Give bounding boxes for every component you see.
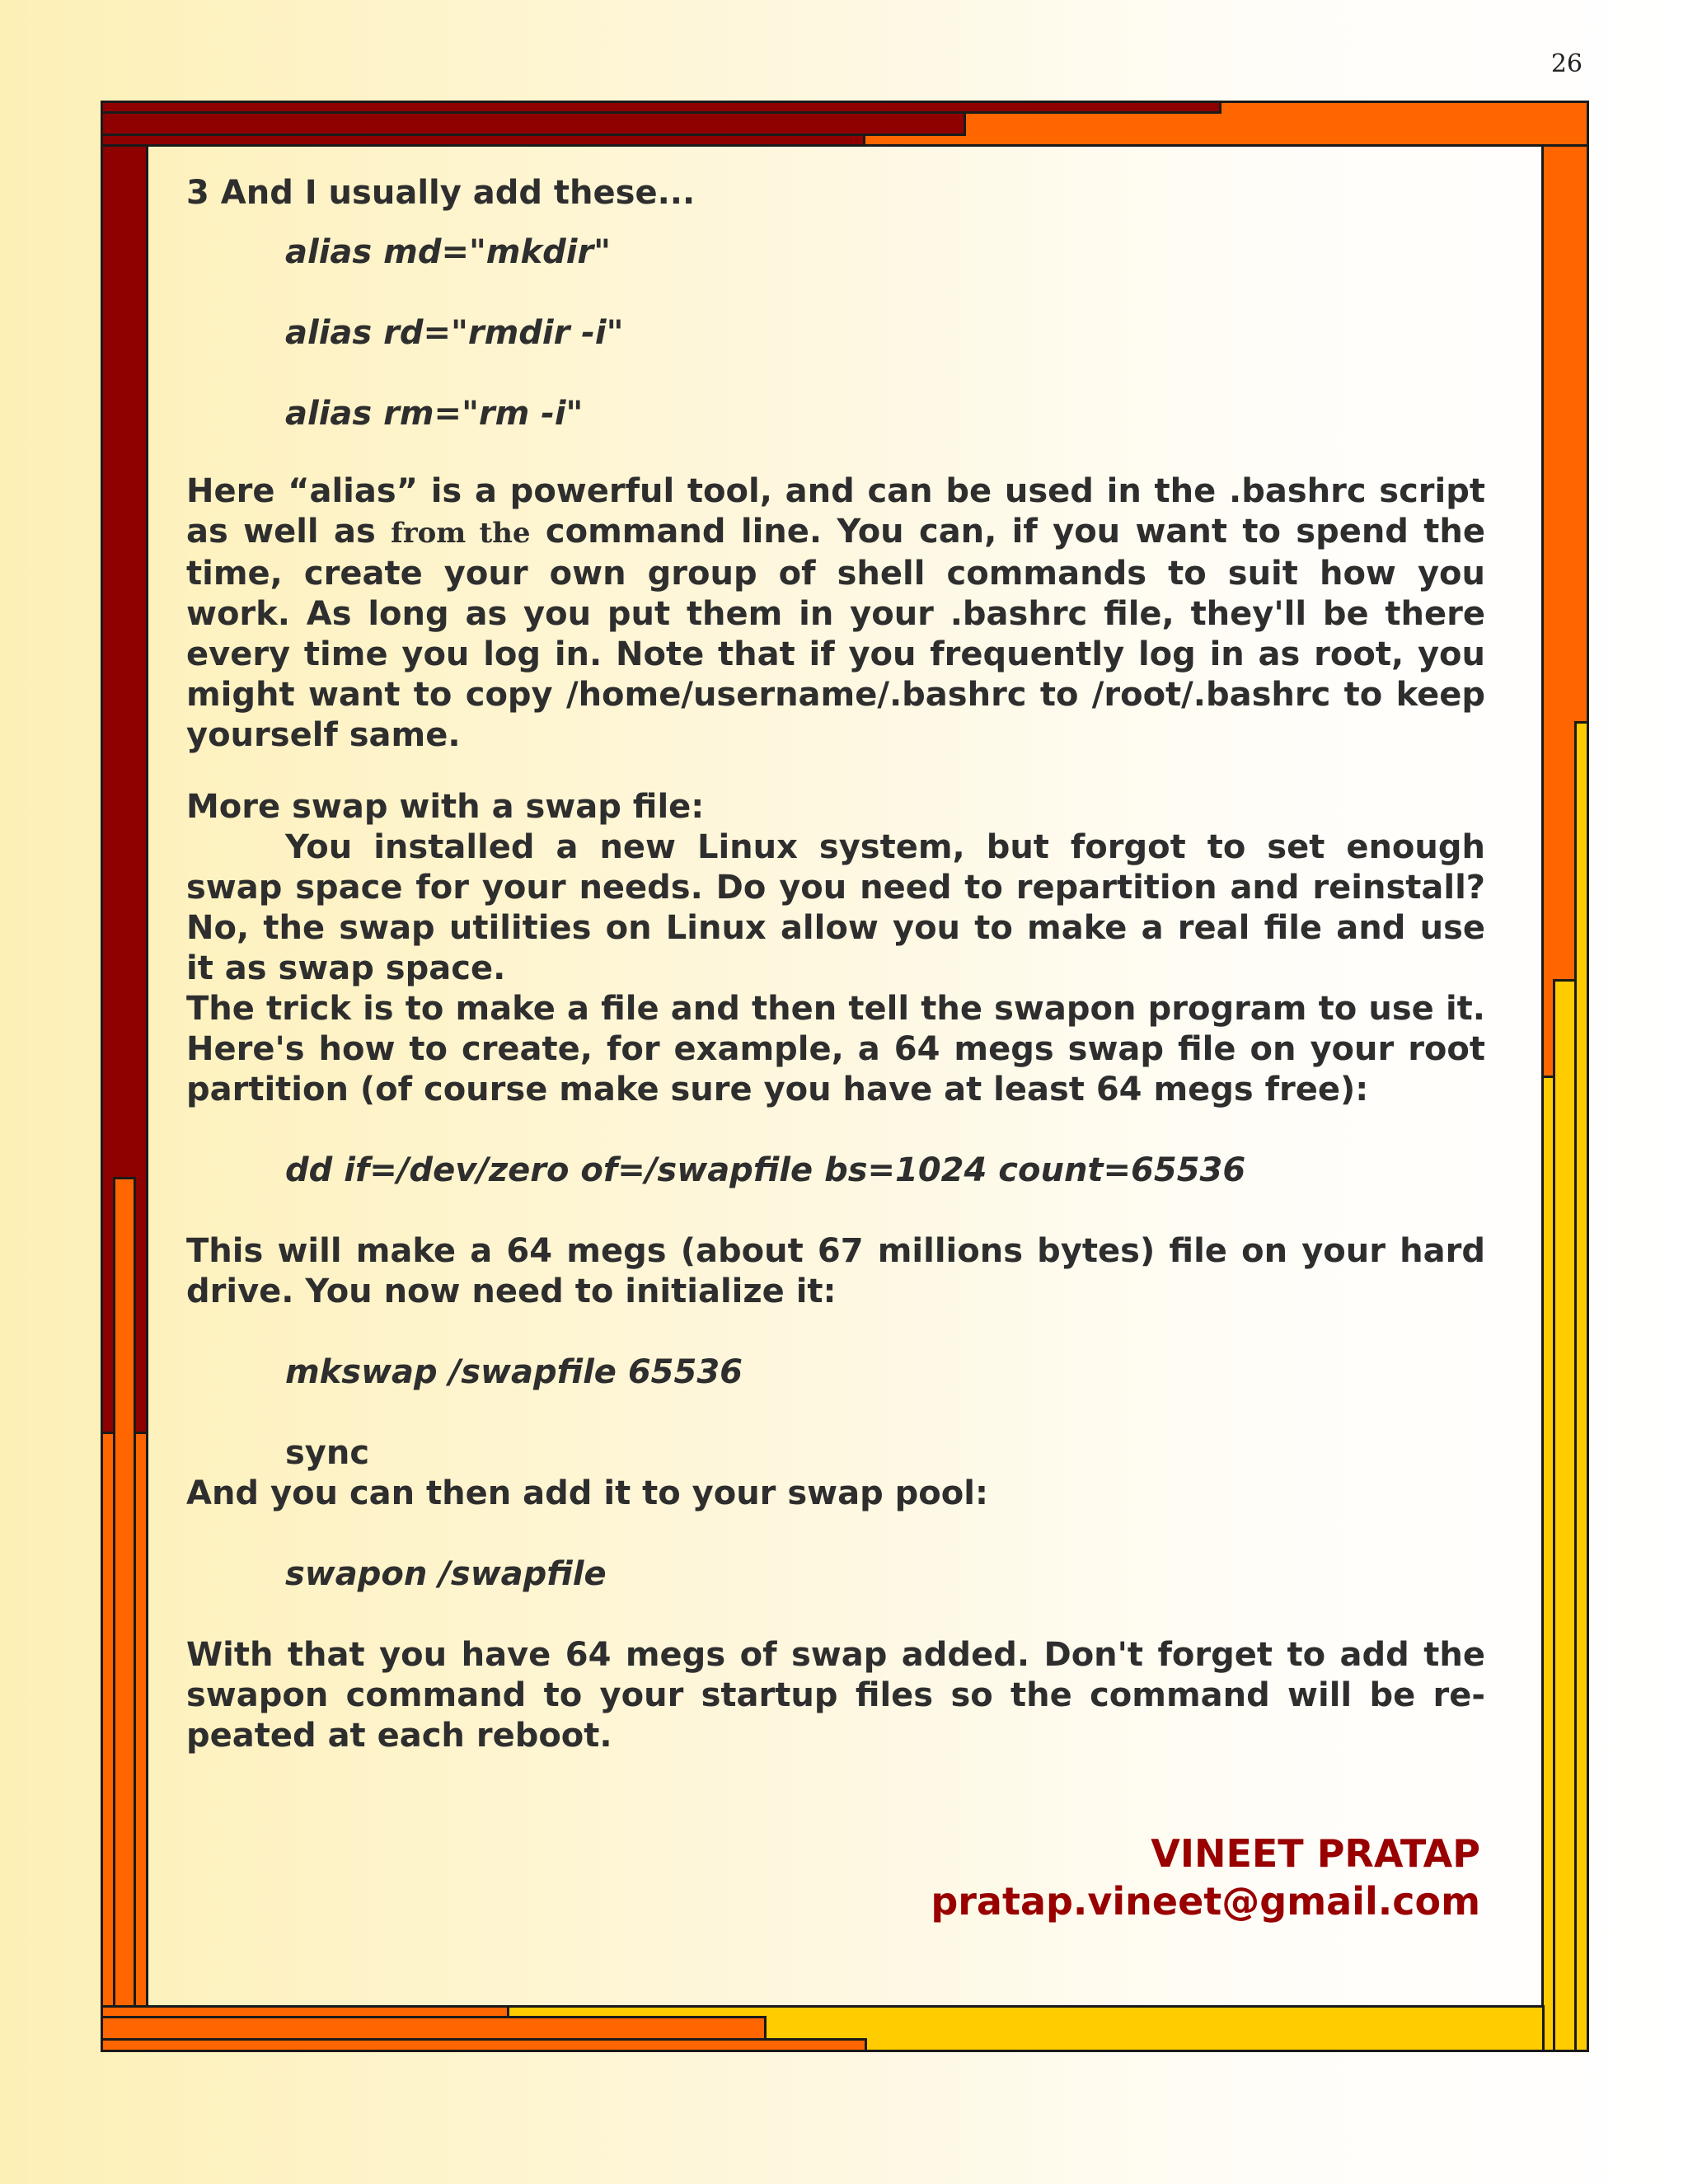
alias-md-command: alias md="mkdir" [285,233,611,271]
frame-right-yellow-strip-2 [1574,721,1589,2052]
author-email: pratap.vineet@gmail.com [931,1879,1480,1924]
alias-paragraph [186,471,1485,756]
frame-top-dark-bar-2 [101,111,966,136]
swapon-command: swapon /swapfile [285,1555,607,1593]
frame-bottom-orange-bar-3 [101,2038,867,2052]
swap-section-title: More swap with a swap file: [186,788,705,826]
alias-paragraph-part1: Here “alias” is a powerful tool, and can be used in the .bashrc script as well as [186,472,1485,551]
section-heading: 3 And I usually add these... [186,174,696,212]
alias-paragraph-serif-phrase: from the [391,517,531,550]
author-block [931,1830,1480,1925]
page-number: 26 [1550,49,1582,78]
alias-paragraph-part3: command line. You can, if you want to spend the time, create your own group of shell commands to suit how you work. As long as you put them in your .bashrc file, they'll be there every time you log in. Note that if you frequently log in as root, you might want to copy /home/username/.bashrc to /root/.bashrc to keep yourself same. [186,513,1485,754]
frame-bottom-orange-bar-2 [101,2016,767,2041]
author-name: VINEET PRATAP [1151,1831,1480,1876]
swap-trick-paragraph: The trick is to make a file and then tell the swapon program to use it. Here's how to create, for example, a 64 megs swap file on your root partition (of course make sure you have at least 64 megs free): [186,990,1485,1108]
after-dd-paragraph: This will make a 64 megs (about 67 millions bytes) file on your hard drive. You now need to initialize it: [186,1232,1485,1310]
swap-intro-paragraph: You installed a new Linux system, but forgot to set enough swap space for your needs. Do you need to repartition and reinstall? No, the swap utilities on Linux allow you to make a real file and use it as swap space. [186,828,1485,987]
mkswap-command: mkswap /swapfile 65536 [285,1353,743,1391]
alias-rd-command: alias rd="rmdir -i" [285,314,624,352]
add-pool-text: And you can then add it to your swap pool: [186,1474,988,1512]
sync-command: sync [285,1434,370,1472]
article-body [186,173,1485,1756]
frame-left-orange-strip [113,1177,136,2052]
closing-paragraph: With that you have 64 megs of swap added. Don't forget to add the swapon command to your startup files so the command will be re-peated at each reboot. [186,1636,1485,1755]
dd-command: dd if=/dev/zero of=/swapfile bs=1024 count=65536 [285,1151,1246,1189]
alias-rm-command: alias rm="rm -i" [285,395,584,433]
